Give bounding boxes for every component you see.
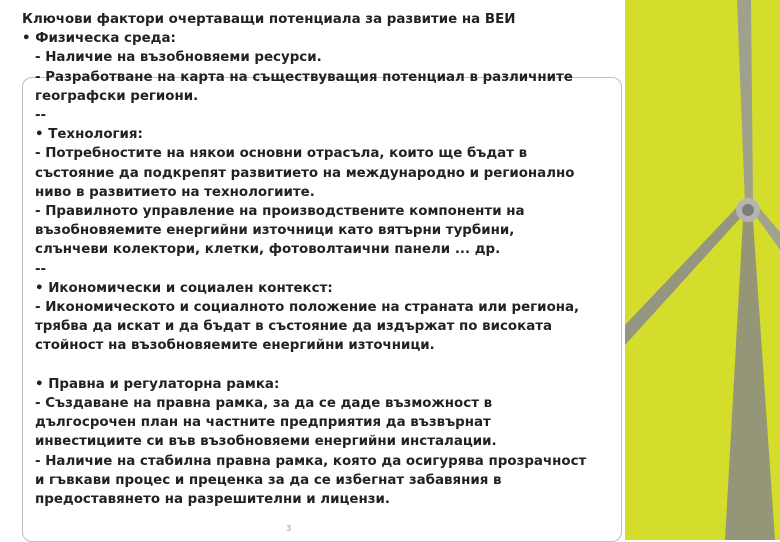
side-image-panel [625, 0, 780, 540]
text-line: стойност на възобновяемите енергийни източници. [35, 338, 435, 354]
text-line: географски региони. [35, 88, 199, 104]
text-line: - Създаване на правна рамка, за да се даде възможност в [35, 396, 493, 412]
text-line: инвестициите си във възобновяеми енергийни инсталации. [35, 434, 497, 450]
text-line: ниво в развитието на технологиите. [35, 184, 315, 200]
text-line: трябва да искат и да бъдат в състояние да издържат по високата [35, 319, 553, 335]
text-line: - Наличие на възобновяеми ресурси. [35, 50, 322, 66]
text-line: - Разработване на карта на съществуващия потенциал в различните [35, 69, 573, 85]
separator-line: -- [35, 261, 47, 277]
text-line: дългосрочен план на частните предприятия да възвърнат [35, 415, 491, 431]
bullet-heading: • Правна и регулаторна рамка: [35, 376, 280, 392]
text-line: - Наличие на стабилна правна рамка, която да осигурява прозрачност [35, 453, 587, 469]
page-number: 3 [286, 524, 292, 533]
bullet-heading: • Икономически и социален контекст: [35, 280, 333, 296]
bullet-heading: • Технология: [35, 127, 143, 143]
slide-content [22, 10, 620, 509]
text-line: - Икономическото и социалното положение на страната или региона, [35, 300, 580, 316]
text-line: и гъвкави процес и преценка за да се избегнат забавяния в [35, 472, 502, 488]
text-line: слънчеви колектори, клетки, фотоволтаични панели ... др. [35, 242, 501, 258]
wind-turbine-image [625, 0, 780, 540]
slide-title: Ключови фактори очертаващи потенциала за развитие на ВЕИ [22, 12, 516, 27]
text-line: предоставянето на разрешителни и лицензи. [35, 492, 391, 508]
text-line: състояние да подкрепят развитието на международно и регионално [35, 165, 575, 181]
bullet-heading: • Физическа среда: [22, 31, 176, 47]
text-line: възобновяемите енергийни източници като вятърни турбини, [35, 223, 515, 239]
separator-line: -- [35, 108, 47, 124]
text-line: - Правилното управление на производствените компоненти на [35, 204, 525, 220]
text-line: - Потребностите на някои основни отрасъла, които ще бъдат в [35, 146, 528, 162]
